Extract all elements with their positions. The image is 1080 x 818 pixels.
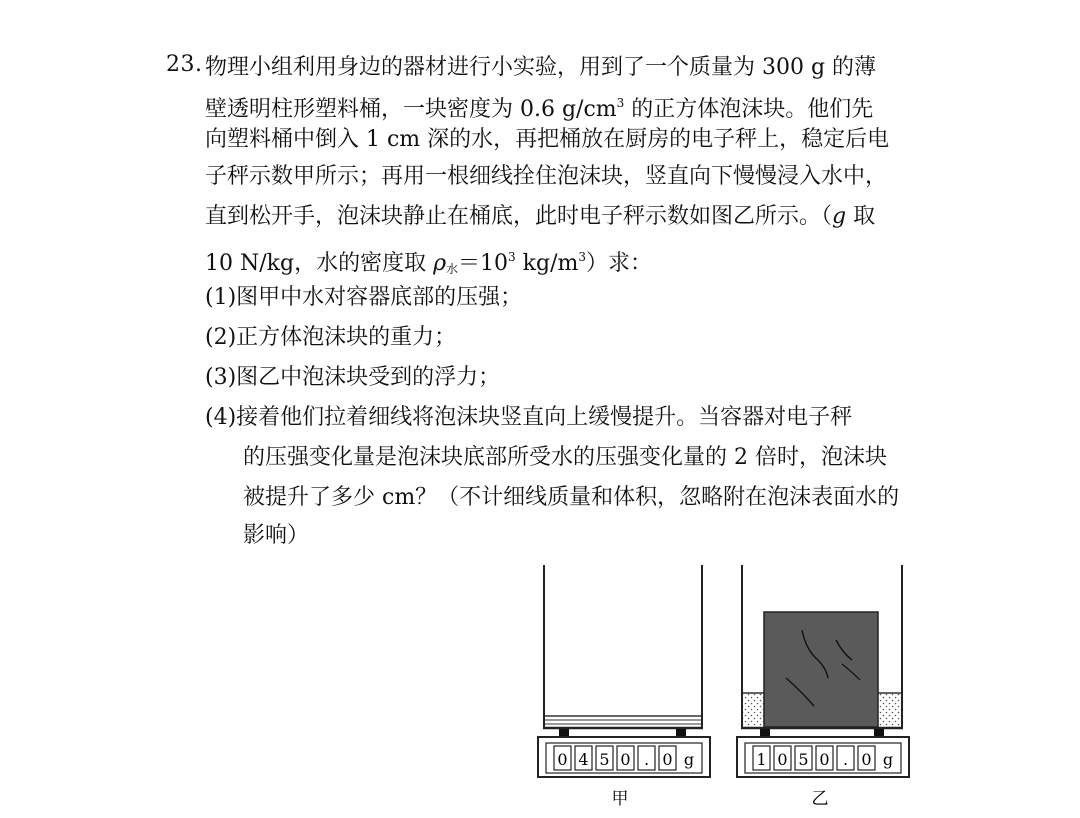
scale-display (753, 746, 893, 770)
scale-digit: 5 (599, 750, 610, 769)
question-text: 影响） (243, 523, 310, 548)
question-text: ＝10 (458, 251, 509, 276)
scale-digit: 5 (798, 750, 809, 769)
gravity-symbol: g (832, 204, 847, 229)
scale-foot (874, 729, 884, 737)
bucket-walls (544, 565, 702, 728)
question-text: 的压强变化量是泡沫块底部所受水的压强变化量的 2 倍时，泡沫块 (243, 445, 887, 470)
scale-digit: 4 (578, 750, 589, 769)
question-text: (2)正方体泡沫块的重力； (205, 325, 457, 350)
scale-digit: 0 (861, 750, 872, 769)
superscript: 3 (616, 96, 625, 110)
superscript: 3 (508, 250, 516, 264)
water-layer (545, 715, 701, 727)
question-number: 23. (166, 52, 203, 77)
scale-digit: 0 (620, 750, 631, 769)
scale-unit: g (683, 750, 695, 769)
scale-unit: g (882, 750, 894, 769)
scale-digit: 0 (777, 750, 788, 769)
figure-jia (538, 565, 710, 809)
figure-caption-jia: 甲 (611, 789, 629, 809)
question-text: 取 (846, 204, 876, 229)
scale-digit: 1 (756, 750, 767, 769)
superscript: 3 (578, 250, 586, 264)
scale-foot (676, 729, 686, 737)
scale-digit: 0 (662, 750, 673, 769)
figure-caption-yi: 乙 (811, 789, 829, 809)
question-text: 的正方体泡沫块。他们先 (624, 97, 874, 122)
foam-block (764, 612, 878, 727)
question-text: 物理小组利用身边的器材进行小实验，用到了一个质量为 300 g 的薄 (205, 55, 877, 80)
scale-digit: 0 (557, 750, 568, 769)
question-text: (1)图甲中水对容器底部的压强； (205, 285, 523, 310)
scale-display (554, 746, 694, 770)
scale-foot (559, 729, 569, 737)
scale-foot (760, 729, 770, 737)
scale-digit: 0 (819, 750, 830, 769)
question-text: 子秤示数甲所示；再用一根细线拴住泡沫块，竖直向下慢慢浸入水中， (205, 164, 888, 189)
subscript: 水 (446, 262, 459, 276)
scale-digit: . (842, 750, 849, 769)
question-text: 被提升了多少 cm？（不计细线质量和体积，忽略附在泡沫表面水的 (243, 485, 900, 510)
figure-yi (737, 565, 909, 809)
question-text: (4)接着他们拉着细线将泡沫块竖直向上缓慢提升。当容器对电子秤 (205, 405, 853, 430)
question-text: 10 N/kg，水的密度取 (205, 251, 434, 276)
question-text: 向塑料桶中倒入 1 cm 深的水，再把桶放在厨房的电子秤上，稳定后电 (205, 127, 890, 152)
question-text: 壁透明柱形塑料桶，一块密度为 0.6 g/cm (205, 97, 617, 122)
scale-digit: . (643, 750, 650, 769)
question-text: (3)图乙中泡沫块受到的浮力； (205, 365, 501, 390)
question-text: kg/m (515, 251, 579, 276)
question-text: 直到松开手，泡沫块静止在桶底，此时电子秤示数如图乙所示。（ (205, 204, 833, 229)
question-text: ）求： (585, 251, 652, 276)
density-symbol: ρ (433, 251, 446, 276)
